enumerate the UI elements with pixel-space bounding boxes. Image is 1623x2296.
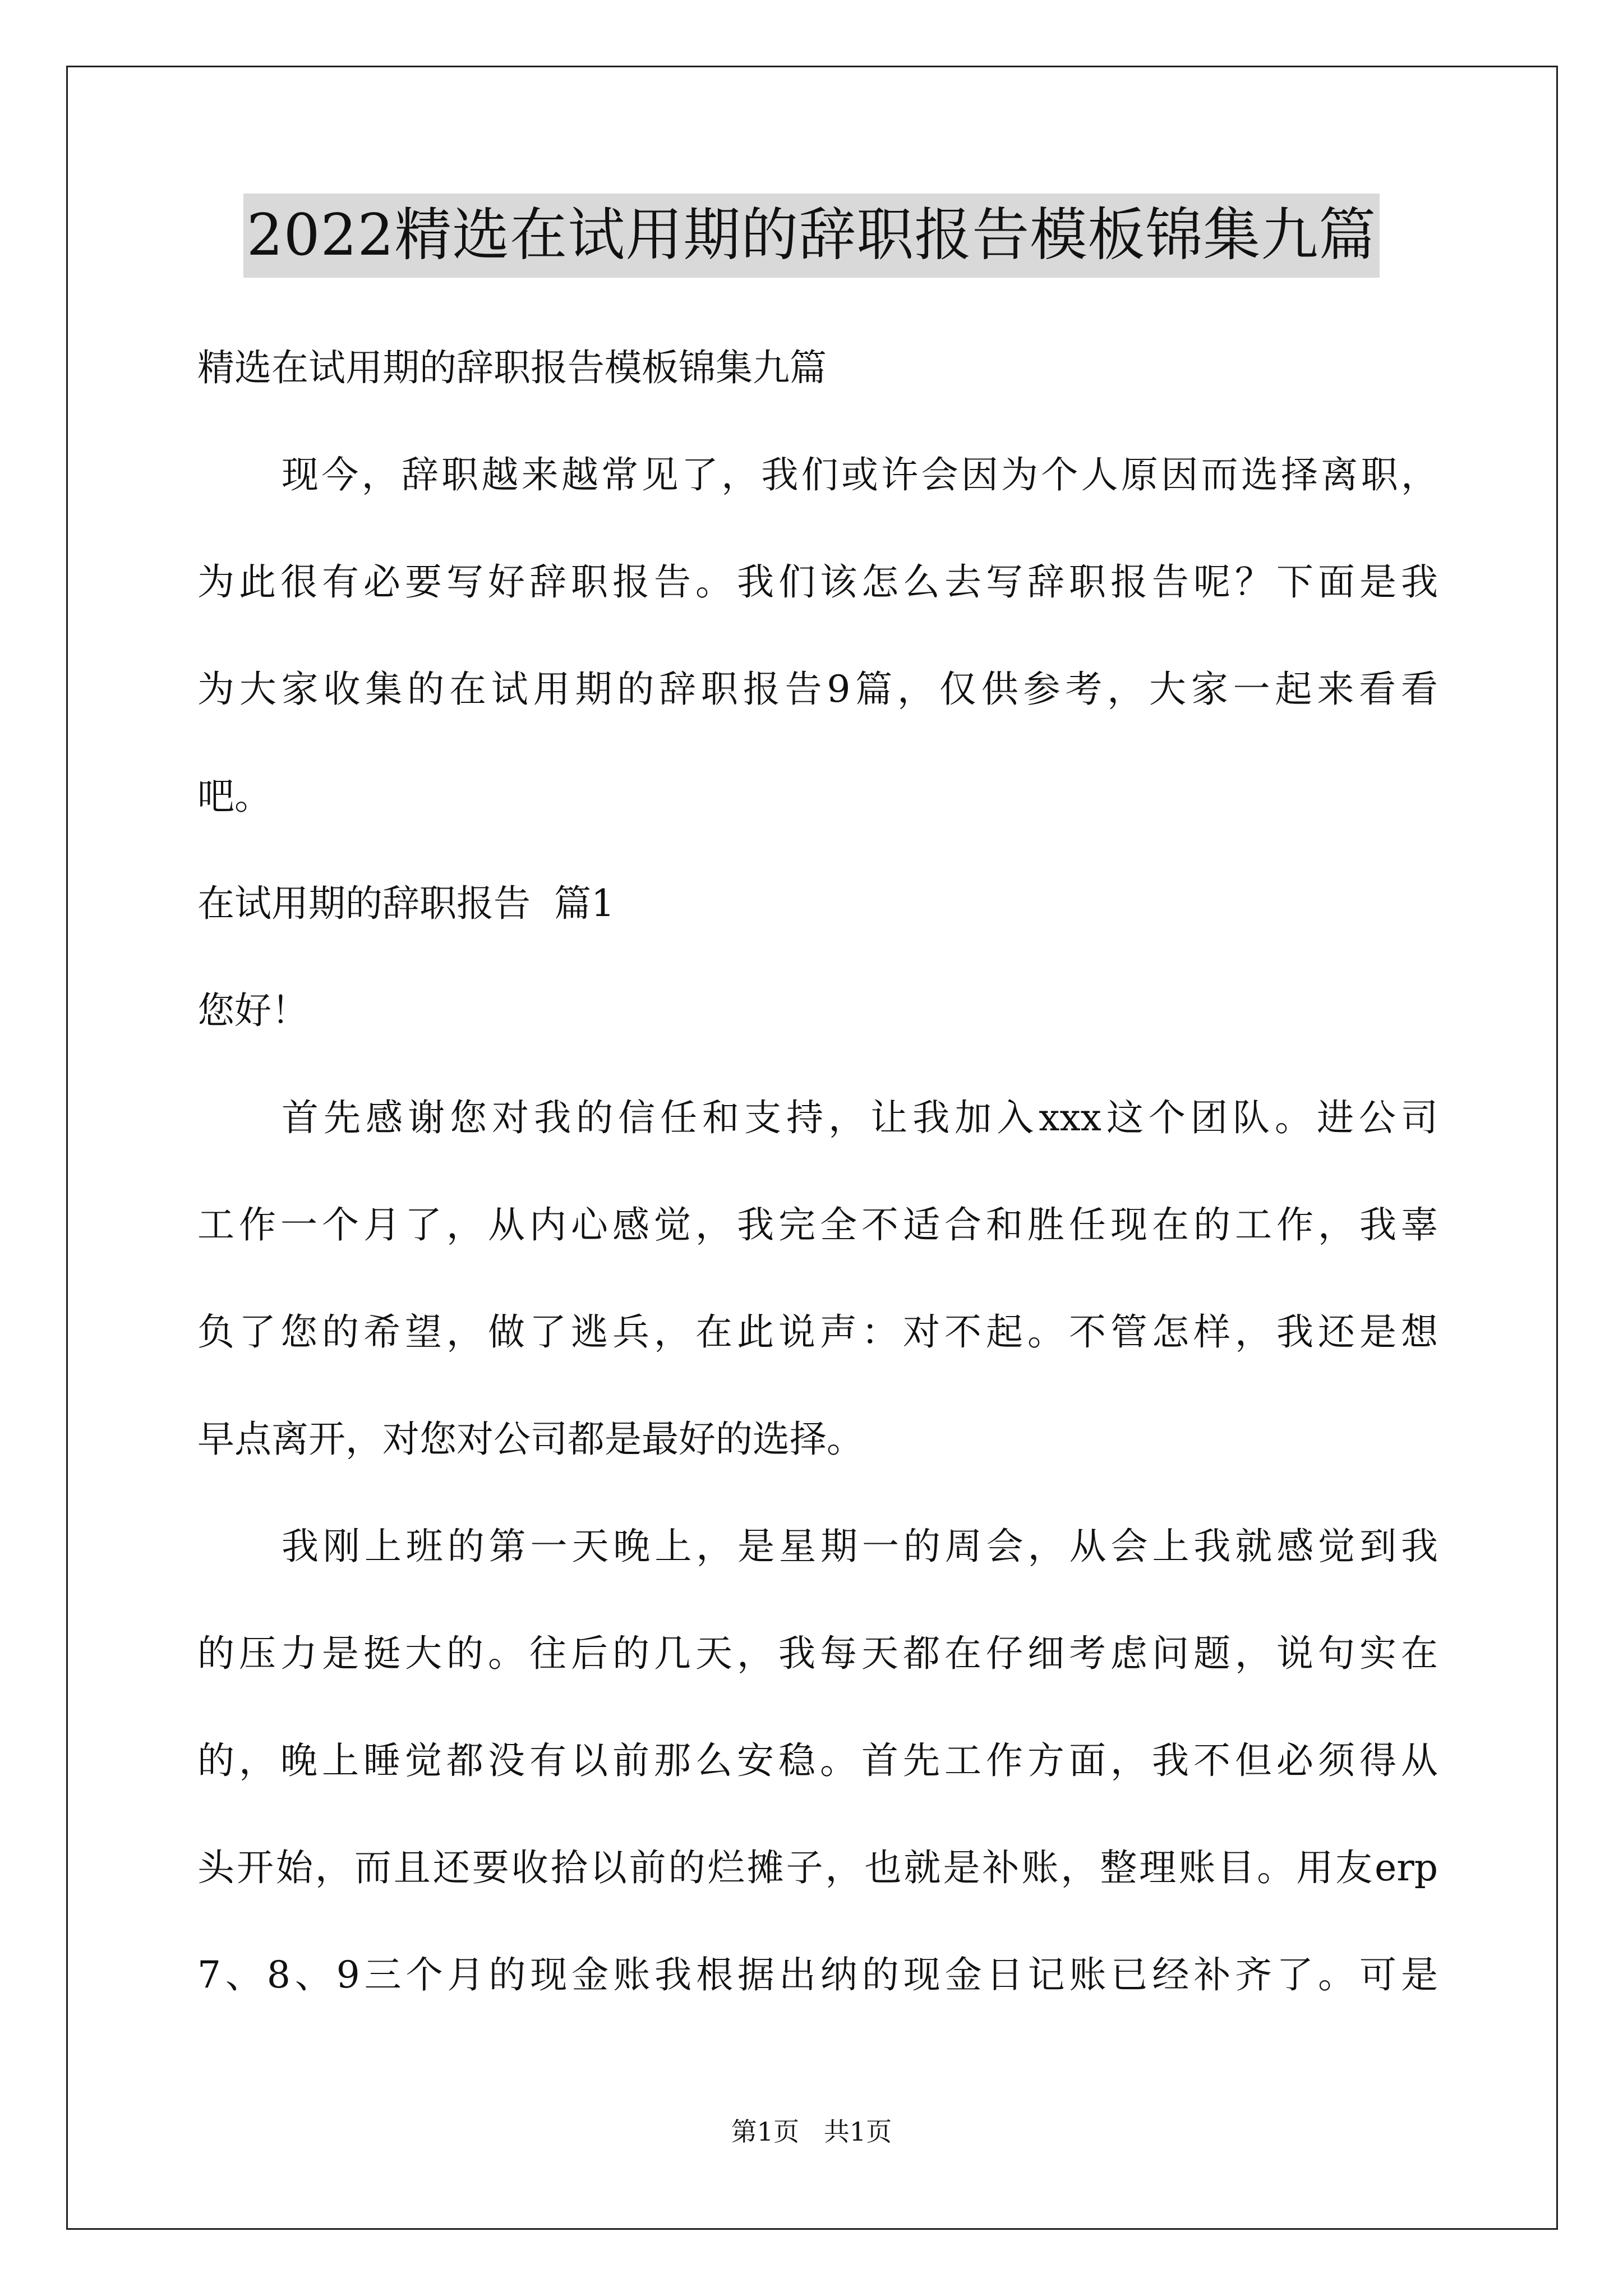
- paragraph1-line: 负了您的希望，做了逃兵，在此说声：对不起。不管怎样，我还是想: [197, 1310, 1438, 1354]
- subtitle: 精选在试用期的辞职报告模板锦集九篇: [197, 346, 827, 389]
- paragraph1-line: 首先感谢您对我的信任和支持，让我加入xxx这个团队。进公司: [282, 1096, 1438, 1139]
- greeting: 您好！: [197, 989, 308, 1032]
- intro-line: 吧。: [197, 775, 271, 818]
- paragraph2-line: 7、8、9三个月的现金账我根据出纳的现金日记账已经补齐了。可是: [197, 1953, 1438, 1996]
- section-heading: 在试用期的辞职报告 篇1: [197, 882, 615, 925]
- intro-line: 为此很有必要写好辞职报告。我们该怎么去写辞职报告呢？下面是我: [197, 560, 1438, 604]
- paragraph2-line: 头开始，而且还要收拾以前的烂摊子，也就是补账，整理账目。用友erp: [197, 1846, 1438, 1889]
- paragraph2-line: 我刚上班的第一天晚上，是星期一的周会，从会上我就感觉到我: [282, 1525, 1438, 1568]
- paragraph2-line: 的压力是挺大的。往后的几天，我每天都在仔细考虑问题，说句实在: [197, 1632, 1438, 1675]
- paragraph2-line: 的，晚上睡觉都没有以前那么安稳。首先工作方面，我不但必须得从: [197, 1739, 1438, 1782]
- paragraph1-line: 早点离开，对您对公司都是最好的选择。: [197, 1418, 864, 1461]
- document-title: 2022精选在试用期的辞职报告模板锦集九篇: [243, 194, 1380, 278]
- page-footer: 第1页 共1页: [731, 2116, 892, 2147]
- intro-line: 现今，辞职越来越常见了，我们或许会因为个人原因而选择离职，: [282, 453, 1438, 496]
- document-body: [197, 314, 1438, 2028]
- intro-line: 为大家收集的在试用期的辞职报告9篇，仅供参考，大家一起来看看: [197, 668, 1438, 711]
- title-container: [0, 194, 1623, 278]
- paragraph1-line: 工作一个月了，从内心感觉，我完全不适合和胜任现在的工作，我辜: [197, 1203, 1438, 1246]
